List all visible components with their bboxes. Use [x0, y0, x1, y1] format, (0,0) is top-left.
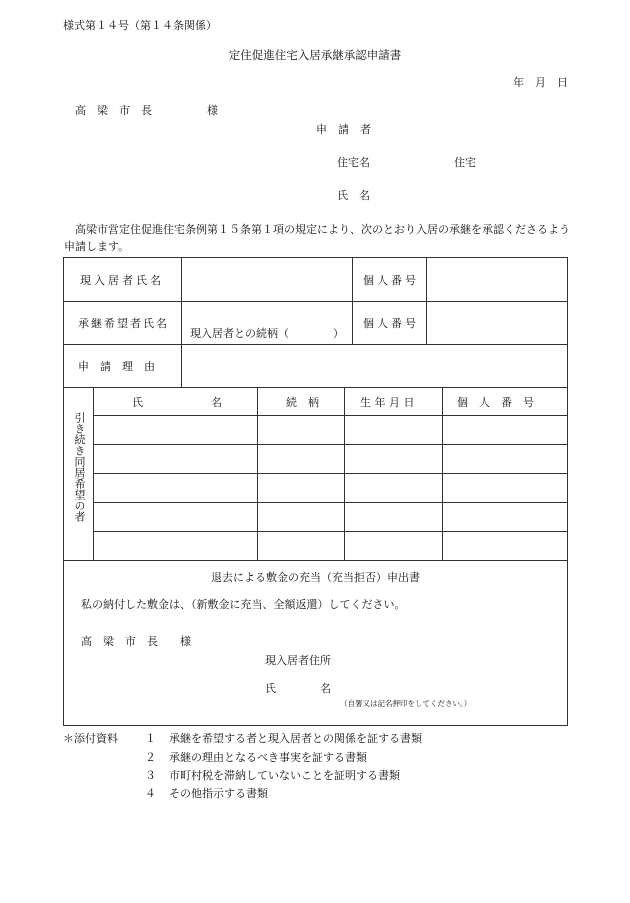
address-label: 住宅名: [337, 156, 370, 169]
address-suffix: 住宅: [454, 156, 476, 169]
attachments-label: ＊添付資料: [63, 732, 118, 745]
signature-note: （自署又は記名押印をしてください。）: [340, 699, 472, 708]
attachment-item: ２ 承継の理由となるべき事実を証する書類: [145, 751, 367, 764]
application-table: [63, 257, 568, 726]
reason-label: 申 請 理 由: [78, 360, 155, 373]
col-birthdate: 生 年 月 日: [360, 396, 415, 409]
applicant-label: 申 請 者: [316, 123, 371, 136]
relation-to-resident-label: 現入居者との続柄（ ）: [190, 327, 344, 340]
addressee: 高 梁 市 長 様: [75, 104, 218, 117]
col-individual-number: 個 人 番 号: [457, 396, 534, 409]
col-name-first: 氏: [132, 396, 143, 409]
attachment-item: １ 承継を希望する者と現入居者との関係を証する書類: [145, 732, 422, 745]
successor-name-label: 承継希望者氏名: [78, 317, 169, 330]
date-field: 年 月 日: [513, 76, 568, 89]
deposit-text: 私の納付した敷金は、（新敷金に充当、全額返還）してください。: [81, 598, 406, 611]
col-name-second: 名: [211, 396, 222, 409]
resident-name-label: 氏 名: [265, 682, 331, 695]
individual-number-label: 個人番号: [363, 274, 419, 287]
individual-number-label-2: 個人番号: [363, 317, 419, 330]
deposit-addressee: 高 梁 市 長 様: [81, 635, 191, 648]
form-number: 様式第１４号（第１４条関係）: [63, 19, 217, 32]
attachment-item: ３ 市町村税を滞納していないことを証明する書類: [145, 769, 400, 782]
deposit-title: 退去による敷金の充当（充当拒否）申出書: [211, 571, 420, 584]
applicant-name-label: 氏 名: [337, 189, 370, 202]
body-text: 高梁市営定住促進住宅条例第１５条第１項の規定により、次のとおり入居の承継を承認くださるよう申請します。: [64, 223, 570, 254]
current-resident-name-label: 現入居者氏名: [80, 274, 164, 287]
resident-address-label: 現入居者住所: [265, 654, 331, 667]
cohabitant-label: 引き続き同居希望の者: [73, 412, 86, 522]
document-title: 定住促進住宅入居承継承認申請書: [228, 48, 402, 62]
col-relation: 続 柄: [286, 396, 319, 409]
applicant-address-row: [337, 157, 517, 168]
attachment-item: ４ その他指示する書類: [145, 787, 268, 800]
